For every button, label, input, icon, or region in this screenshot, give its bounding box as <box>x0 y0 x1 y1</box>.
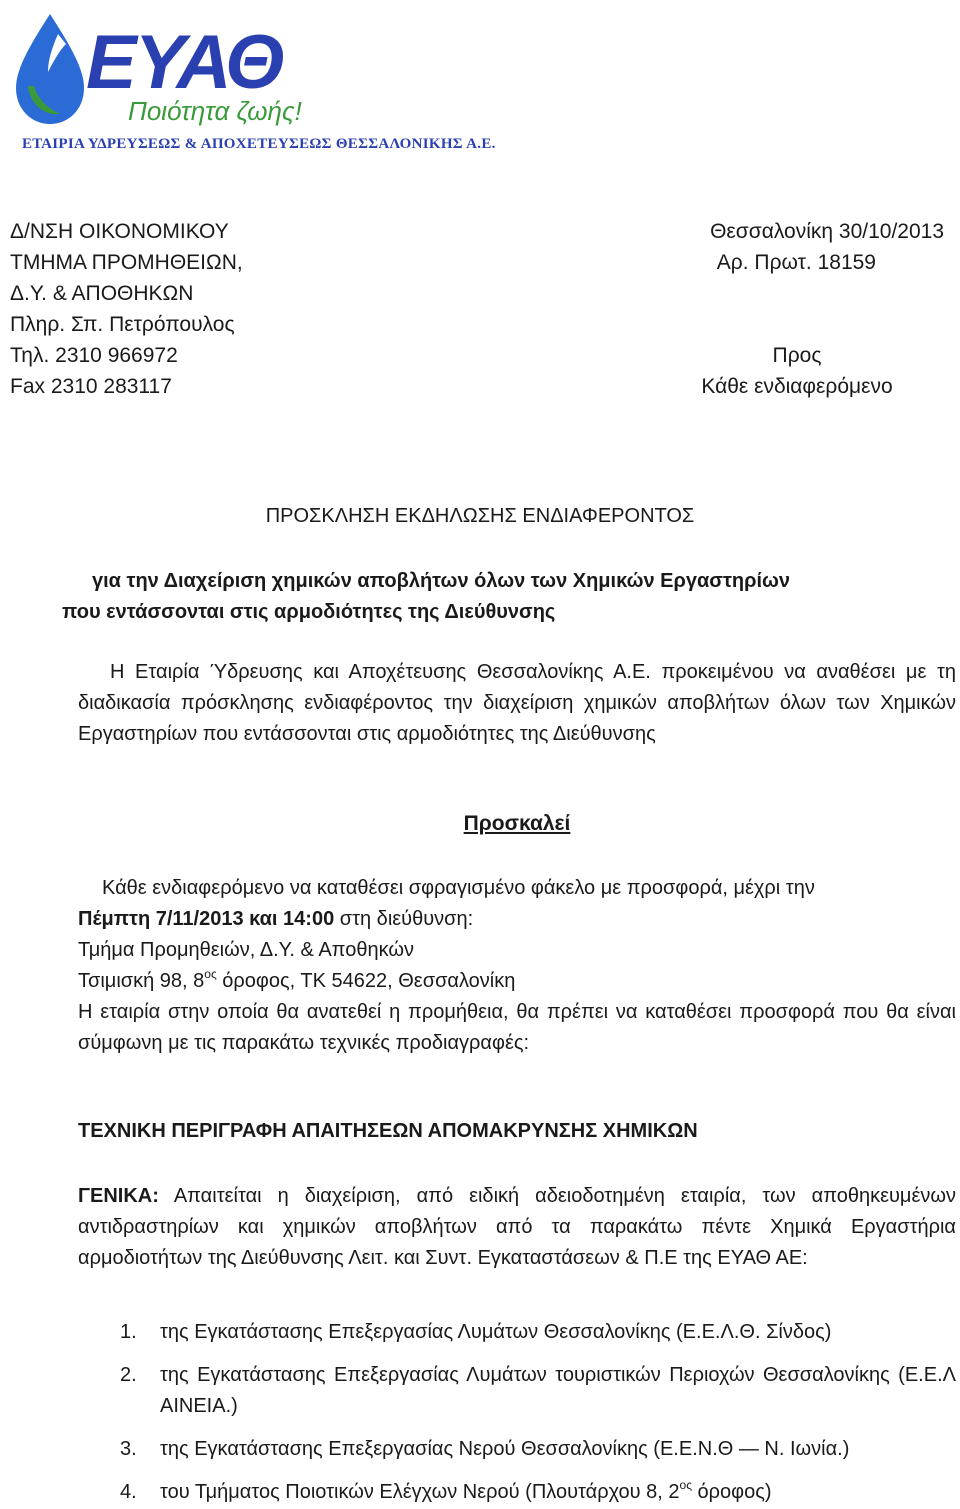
lab-item-text-pre: του Τμήματος Ποιοτικών Ελέγχων Νερού (Πλουτάρχου 8, 2 <box>160 1481 680 1503</box>
general-text: Απαιτείται η διαχείριση, από ειδική αδειοδοτημένη εταιρία, των αποθηκευμένων αντιδραστηρίων και χημικών αποβλήτων από τα παρακάτω πέντε Χημικά Εργαστήρια αρμοδιοτήτων της Διεύθυνσης Λειτ. και Συντ. Εγκαταστάσεων & Π.Ε της ΕΥΑΘ ΑΕ: <box>78 1185 956 1269</box>
invite-address-1: Τμήμα Προμηθειών, Δ.Υ. & Αποθηκών <box>78 939 414 961</box>
lab-item <box>120 1434 956 1465</box>
lab-item-number: 3. <box>120 1438 137 1460</box>
sender-subsection: Δ.Υ. & ΑΠΟΘΗΚΩΝ <box>10 282 194 305</box>
lab-item-number: 4. <box>120 1481 137 1503</box>
place-date: Θεσσαλονίκη 30/10/2013 <box>710 220 944 243</box>
sender-department: Δ/ΝΣΗ ΟΙΚΟΝΟΜΙΚΟΥ <box>10 220 229 243</box>
general-paragraph <box>78 1181 956 1274</box>
company-name: ΕΤΑΙΡΙΑ ΥΔΡΕΥΣΕΩΣ & ΑΠΟΧΕΤΕΥΣΕΩΣ ΘΕΣΣΑΛΟΝΙΚΗΣ Α.Ε. <box>22 136 496 152</box>
invites-heading-text: Προσκαλεί <box>463 812 571 835</box>
document-subtitle <box>62 566 790 628</box>
subtitle-line-2: που εντάσσονται στις αρμοδιότητες της Διεύθυνσης <box>62 601 556 623</box>
sender-phone: Τηλ. 2310 966972 <box>10 344 178 367</box>
invite-line-1: Κάθε ενδιαφερόμενο να καταθέσει σφραγισμένο φάκελο με προσφορά, μέχρι την <box>102 877 815 899</box>
invite-after-deadline: στη διεύθυνση: <box>334 908 474 930</box>
lab-item-text: της Εγκατάστασης Επεξεργασίας Λυμάτων τουριστικών Περιοχών Θεσσαλονίκης (Ε.Ε.Λ ΑΙΝΕΙΑ.) <box>160 1364 956 1417</box>
lab-item-number: 1. <box>120 1321 137 1343</box>
eyath-logo <box>8 8 338 128</box>
invite-address-2-post: όροφος, ΤΚ 54622, Θεσσαλονίκη <box>216 970 516 992</box>
lab-item-text <box>160 1477 956 1508</box>
invite-address-2-pre: Τσιμισκή 98, 8 <box>78 970 205 992</box>
lab-item <box>120 1317 956 1348</box>
meta-block <box>710 216 944 278</box>
general-label: ΓΕΝΙΚΑ: <box>78 1185 159 1207</box>
invites-heading <box>0 812 960 836</box>
protocol-number: Αρ. Πρωτ. 18159 <box>716 251 876 274</box>
tech-heading: ΤΕΧΝΙΚΗ ΠΕΡΙΓΡΑΦΗ ΑΠΑΙΤΗΣΕΩΝ ΑΠΟΜΑΚΡΥΝΣΗΣ ΧΗΜΙΚΩΝ <box>78 1120 698 1142</box>
recipient-block <box>682 340 912 402</box>
sender-fax: Fax 2310 283117 <box>10 375 172 398</box>
logo-wordmark: ΕΥΑΘ <box>86 20 283 105</box>
intro-text: Η Εταιρία Ύδρευσης και Αποχέτευσης Θεσσαλονίκης Α.Ε. προκειμένου να αναθέσει με τη διαδικασία πρόσκλησης ενδιαφέροντος την διαχείριση χημικών αποβλήτων όλων των Χημικών Εργαστηρίων που εντάσσονται στις αρμοδιότητες της Διεύθυνσης <box>78 661 956 745</box>
subtitle-line-1: για την Διαχείριση χημικών αποβλήτων όλων των Χημικών Εργαστηρίων <box>92 570 791 592</box>
recipient-label: Προς <box>772 344 822 367</box>
recipient-name: Κάθε ενδιαφερόμενο <box>701 375 893 398</box>
lab-item <box>120 1477 956 1508</box>
invite-closing: Η εταιρία στην οποία θα ανατεθεί η προμήθεια, θα πρέπει να καταθέσει προσφορά που θα είναι σύμφωνη με τις παρακάτω τεχνικές προδιαγραφές: <box>78 1001 956 1054</box>
invite-address-2 <box>78 966 956 997</box>
sender-block <box>10 216 243 402</box>
water-drop-icon <box>16 14 84 124</box>
lab-item-text-post: όροφος) <box>691 1481 772 1503</box>
invite-block <box>78 873 956 1059</box>
lab-item-number: 2. <box>120 1364 137 1386</box>
lab-item-text: της Εγκατάστασης Επεξεργασίας Λυμάτων Θεσσαλονίκης (Ε.Ε.Λ.Θ. Σίνδος) <box>160 1321 832 1343</box>
lab-item-text: της Εγκατάστασης Επεξεργασίας Νερού Θεσσαλονίκης (Ε.Ε.Ν.Θ — Ν. Ιωνία.) <box>160 1438 850 1460</box>
invite-address-2-sup: ος <box>204 967 217 981</box>
document-title: ΠΡΟΣΚΛΗΣΗ ΕΚΔΗΛΩΣΗΣ ΕΝΔΙΑΦΕΡΟΝΤΟΣ <box>265 505 695 527</box>
sender-contact-person: Πληρ. Σπ. Πετρόπουλος <box>10 313 235 336</box>
invite-deadline-line <box>78 904 956 935</box>
logo-slogan: Ποιότητα ζωής! <box>128 96 302 126</box>
sender-section: ΤΜΗΜΑ ΠΡΟΜΗΘΕΙΩΝ, <box>10 251 243 274</box>
lab-item-text-sup: ος <box>679 1478 692 1492</box>
invite-deadline: Πέμπτη 7/11/2013 και 14:00 <box>78 908 335 930</box>
intro-paragraph <box>78 657 956 750</box>
lab-item <box>120 1360 956 1422</box>
